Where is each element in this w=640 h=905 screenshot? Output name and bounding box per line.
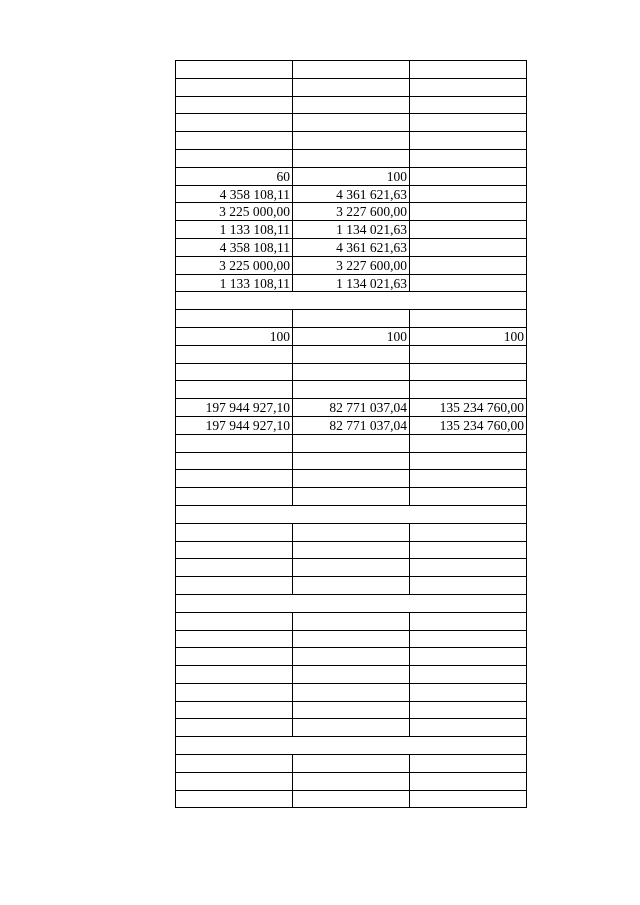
table-cell (293, 470, 410, 487)
table-row (176, 524, 527, 542)
table-cell: 4 361 621,63 (293, 239, 410, 256)
table-row (176, 310, 527, 328)
table-cell: 1 133 108,11 (176, 221, 293, 238)
table-row (176, 257, 527, 275)
table-row (176, 328, 527, 346)
table-cell (176, 470, 293, 487)
table-row (176, 132, 527, 150)
table-cell (410, 257, 527, 274)
table-row (176, 684, 527, 702)
table-row (176, 61, 527, 79)
table-cell (293, 453, 410, 470)
table-cell (410, 488, 527, 505)
table-cell (176, 310, 293, 327)
table-cell (410, 453, 527, 470)
table-cell (176, 737, 527, 754)
table-cell: 3 227 600,00 (293, 257, 410, 274)
table-cell (410, 168, 527, 185)
table-row (176, 435, 527, 453)
table-cell (293, 791, 410, 808)
table-cell (410, 542, 527, 559)
table-section-row (176, 292, 527, 310)
table-cell (176, 381, 293, 398)
table-cell (410, 61, 527, 78)
data-table (175, 60, 527, 808)
table-cell (410, 435, 527, 452)
table-cell (410, 470, 527, 487)
table-cell (293, 755, 410, 772)
table-cell (293, 666, 410, 683)
table-cell (176, 506, 527, 523)
table-cell (176, 79, 293, 96)
table-cell (176, 292, 527, 309)
table-cell (176, 132, 293, 149)
table-cell: 82 771 037,04 (293, 399, 410, 416)
table-cell (176, 114, 293, 131)
table-cell (176, 61, 293, 78)
table-section-row (176, 595, 527, 613)
table-cell (176, 346, 293, 363)
table-row (176, 542, 527, 560)
table-row (176, 275, 527, 293)
table-cell (176, 435, 293, 452)
table-cell (410, 577, 527, 594)
table-row (176, 239, 527, 257)
table-cell (293, 61, 410, 78)
table-cell (293, 132, 410, 149)
table-cell (176, 577, 293, 594)
table-cell (293, 97, 410, 114)
table-cell (176, 666, 293, 683)
table-cell (176, 755, 293, 772)
table-cell: 3 225 000,00 (176, 203, 293, 220)
table-cell (410, 310, 527, 327)
table-cell (293, 79, 410, 96)
table-cell (293, 346, 410, 363)
table-cell: 100 (293, 328, 410, 345)
table-cell (410, 613, 527, 630)
table-cell (293, 488, 410, 505)
table-cell (293, 381, 410, 398)
table-cell (176, 595, 527, 612)
table-cell (293, 542, 410, 559)
table-cell (410, 114, 527, 131)
table-cell (410, 346, 527, 363)
table-cell: 197 944 927,10 (176, 417, 293, 434)
table-cell (176, 150, 293, 167)
table-row (176, 719, 527, 737)
table-cell: 135 234 760,00 (410, 399, 527, 416)
table-cell (176, 773, 293, 790)
table-row (176, 755, 527, 773)
table-cell (410, 524, 527, 541)
table-row (176, 666, 527, 684)
table-cell (176, 97, 293, 114)
table-cell: 3 227 600,00 (293, 203, 410, 220)
table-section-row (176, 737, 527, 755)
table-cell (410, 150, 527, 167)
table-cell (293, 524, 410, 541)
table-row (176, 168, 527, 186)
table-cell: 135 234 760,00 (410, 417, 527, 434)
table-row (176, 648, 527, 666)
table-cell (410, 239, 527, 256)
table-row (176, 114, 527, 132)
table-cell (293, 435, 410, 452)
table-row (176, 399, 527, 417)
table-row (176, 364, 527, 382)
table-row (176, 221, 527, 239)
table-cell (176, 559, 293, 576)
table-cell (293, 648, 410, 665)
table-row (176, 488, 527, 506)
table-cell: 4 361 621,63 (293, 186, 410, 203)
table-cell (293, 114, 410, 131)
table-cell (410, 559, 527, 576)
table-row (176, 613, 527, 631)
table-cell (410, 648, 527, 665)
table-cell (293, 719, 410, 736)
table-cell (176, 613, 293, 630)
table-cell: 100 (410, 328, 527, 345)
table-cell (176, 524, 293, 541)
table-row (176, 150, 527, 168)
table-cell (293, 559, 410, 576)
table-cell (410, 364, 527, 381)
table-cell (293, 631, 410, 648)
table-section-row (176, 506, 527, 524)
table-cell (410, 702, 527, 719)
table-row (176, 346, 527, 364)
table-cell (293, 364, 410, 381)
table-cell: 1 134 021,63 (293, 275, 410, 292)
table-row (176, 417, 527, 435)
table-cell (293, 684, 410, 701)
table-row (176, 773, 527, 791)
table-cell (176, 631, 293, 648)
table-cell (176, 702, 293, 719)
table-cell: 100 (176, 328, 293, 345)
table-cell (410, 773, 527, 790)
table-cell (410, 79, 527, 96)
table-cell (410, 381, 527, 398)
table-row (176, 702, 527, 720)
table-cell: 1 134 021,63 (293, 221, 410, 238)
table-row (176, 559, 527, 577)
table-row (176, 186, 527, 204)
table-cell: 197 944 927,10 (176, 399, 293, 416)
table-cell (410, 275, 527, 292)
table-cell (410, 97, 527, 114)
table-cell (410, 791, 527, 808)
table-cell (410, 719, 527, 736)
table-cell (293, 613, 410, 630)
table-row (176, 381, 527, 399)
table-cell (176, 542, 293, 559)
table-cell (410, 186, 527, 203)
table-cell (176, 719, 293, 736)
table-cell (293, 310, 410, 327)
table-cell (176, 648, 293, 665)
table-row (176, 791, 527, 809)
table-cell (410, 684, 527, 701)
table-row (176, 470, 527, 488)
table-cell (293, 702, 410, 719)
table-cell: 60 (176, 168, 293, 185)
table-row (176, 79, 527, 97)
table-cell (410, 666, 527, 683)
table-cell (293, 150, 410, 167)
table-cell: 3 225 000,00 (176, 257, 293, 274)
table-cell (176, 791, 293, 808)
table-cell: 100 (293, 168, 410, 185)
table-cell: 82 771 037,04 (293, 417, 410, 434)
table-cell (176, 684, 293, 701)
table-row (176, 97, 527, 115)
table-row (176, 577, 527, 595)
table-cell (176, 453, 293, 470)
table-cell (410, 221, 527, 238)
table-row (176, 453, 527, 471)
table-cell (176, 364, 293, 381)
table-cell (410, 132, 527, 149)
table-cell (410, 203, 527, 220)
table-cell (410, 755, 527, 772)
table-row (176, 203, 527, 221)
table-cell (176, 488, 293, 505)
table-row (176, 631, 527, 649)
table-cell (410, 631, 527, 648)
table-cell: 4 358 108,11 (176, 239, 293, 256)
table-cell: 4 358 108,11 (176, 186, 293, 203)
table-cell (293, 773, 410, 790)
table-cell: 1 133 108,11 (176, 275, 293, 292)
table-cell (293, 577, 410, 594)
